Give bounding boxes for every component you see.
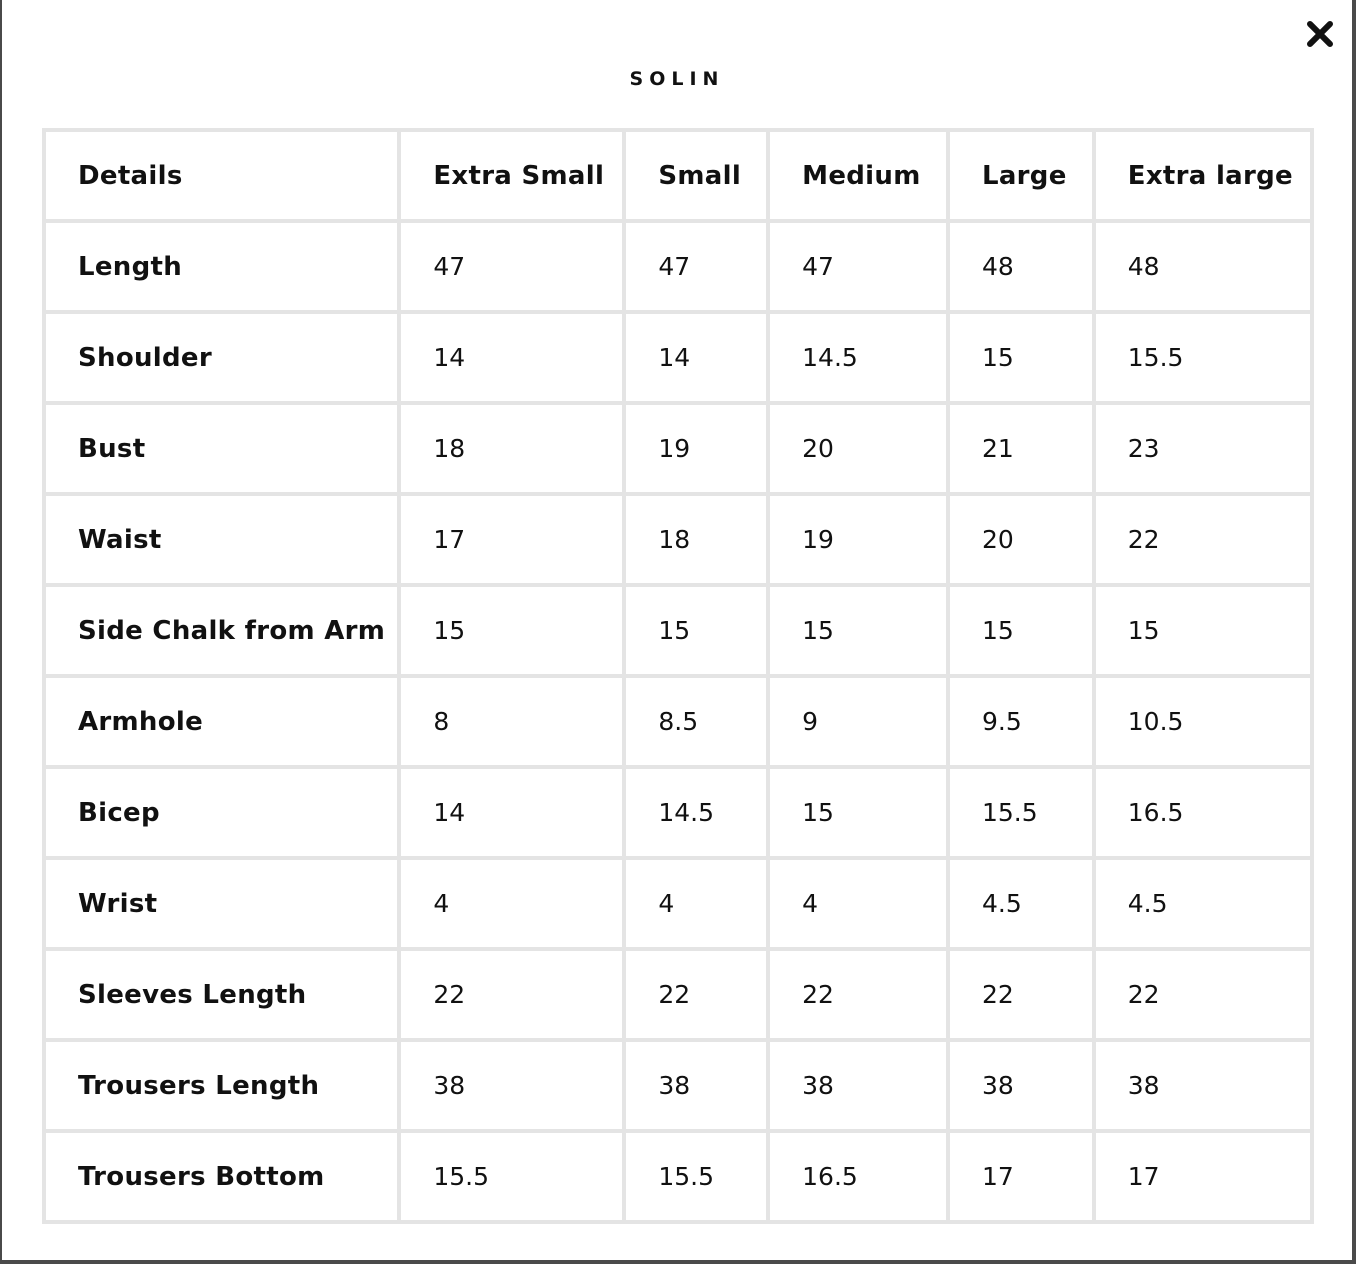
row-label: Trousers Length — [46, 1042, 397, 1129]
table-cell: 4 — [626, 860, 766, 947]
table-cell: 38 — [950, 1042, 1092, 1129]
table-cell: 15.5 — [401, 1133, 622, 1220]
table-cell: 48 — [1096, 223, 1310, 310]
table-cell: 22 — [626, 951, 766, 1038]
row-label: Wrist — [46, 860, 397, 947]
modal-title: SOLIN — [629, 68, 725, 90]
table-row — [46, 678, 1310, 765]
row-label: Armhole — [46, 678, 397, 765]
table-cell: 8 — [401, 678, 622, 765]
table-header-row — [46, 132, 1310, 219]
table-row — [46, 314, 1310, 401]
table-cell: 9.5 — [950, 678, 1092, 765]
table-cell: 19 — [770, 496, 946, 583]
column-header-extra-large: Extra large — [1096, 132, 1310, 219]
row-label: Trousers Bottom — [46, 1133, 397, 1220]
table-cell: 15.5 — [950, 769, 1092, 856]
size-chart-table — [42, 128, 1314, 1224]
table-row — [46, 405, 1310, 492]
table-cell: 20 — [770, 405, 946, 492]
table-cell: 38 — [626, 1042, 766, 1129]
table-cell: 14.5 — [770, 314, 946, 401]
table-row — [46, 769, 1310, 856]
table-cell: 15.5 — [1096, 314, 1310, 401]
table-cell: 22 — [770, 951, 946, 1038]
table-cell: 22 — [1096, 496, 1310, 583]
table-cell: 22 — [401, 951, 622, 1038]
column-header-small: Small — [626, 132, 766, 219]
table-cell: 48 — [950, 223, 1092, 310]
table-cell: 15 — [770, 587, 946, 674]
row-label: Sleeves Length — [46, 951, 397, 1038]
table-cell: 8.5 — [626, 678, 766, 765]
table-cell: 21 — [950, 405, 1092, 492]
table-cell: 15 — [770, 769, 946, 856]
row-label: Bust — [46, 405, 397, 492]
table-cell: 4.5 — [950, 860, 1092, 947]
table-cell: 9 — [770, 678, 946, 765]
table-cell: 17 — [950, 1133, 1092, 1220]
table-cell: 14 — [401, 314, 622, 401]
table-cell: 18 — [401, 405, 622, 492]
table-row — [46, 1042, 1310, 1129]
column-header-medium: Medium — [770, 132, 946, 219]
table-cell: 4.5 — [1096, 860, 1310, 947]
table-cell: 19 — [626, 405, 766, 492]
table-cell: 15 — [950, 587, 1092, 674]
table-row — [46, 223, 1310, 310]
table-cell: 15.5 — [626, 1133, 766, 1220]
table-cell: 10.5 — [1096, 678, 1310, 765]
table-cell: 38 — [401, 1042, 622, 1129]
table-cell: 20 — [950, 496, 1092, 583]
table-cell: 47 — [770, 223, 946, 310]
row-label: Bicep — [46, 769, 397, 856]
table-cell: 47 — [401, 223, 622, 310]
table-cell: 16.5 — [770, 1133, 946, 1220]
table-cell: 4 — [770, 860, 946, 947]
table-row — [46, 860, 1310, 947]
table-cell: 23 — [1096, 405, 1310, 492]
close-button[interactable] — [1302, 16, 1338, 52]
table-cell: 14 — [401, 769, 622, 856]
column-header-details: Details — [46, 132, 397, 219]
row-label: Shoulder — [46, 314, 397, 401]
row-label: Waist — [46, 496, 397, 583]
table-cell: 14.5 — [626, 769, 766, 856]
table-row — [46, 951, 1310, 1038]
column-header-large: Large — [950, 132, 1092, 219]
table-cell: 15 — [950, 314, 1092, 401]
table-cell: 22 — [950, 951, 1092, 1038]
table-cell: 4 — [401, 860, 622, 947]
table-cell: 17 — [401, 496, 622, 583]
table-cell: 38 — [770, 1042, 946, 1129]
table-cell: 47 — [626, 223, 766, 310]
table-cell: 17 — [1096, 1133, 1310, 1220]
table-cell: 14 — [626, 314, 766, 401]
size-chart-modal — [2, 0, 1352, 1260]
table-cell: 38 — [1096, 1042, 1310, 1129]
row-label: Side Chalk from Arm — [46, 587, 397, 674]
table-row — [46, 496, 1310, 583]
table-row — [46, 587, 1310, 674]
table-cell: 18 — [626, 496, 766, 583]
table-cell: 16.5 — [1096, 769, 1310, 856]
table-row — [46, 1133, 1310, 1220]
row-label: Length — [46, 223, 397, 310]
table-cell: 15 — [401, 587, 622, 674]
table-cell: 15 — [626, 587, 766, 674]
close-icon — [1306, 20, 1334, 48]
table-cell: 15 — [1096, 587, 1310, 674]
table-cell: 22 — [1096, 951, 1310, 1038]
column-header-extra-small: Extra Small — [401, 132, 622, 219]
